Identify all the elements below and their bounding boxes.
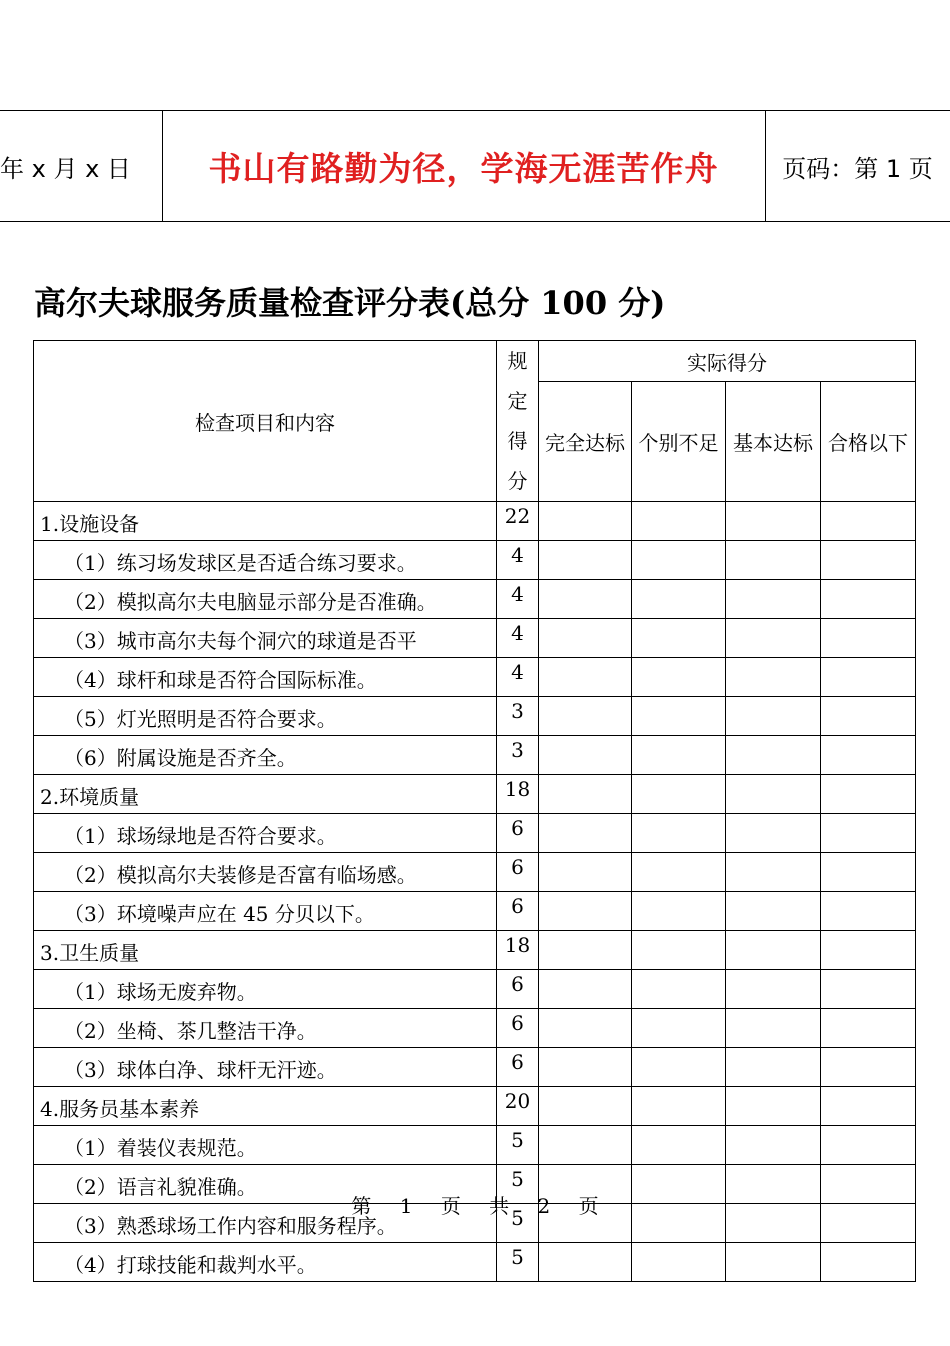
table-row	[34, 541, 916, 580]
score-cell-below-standard[interactable]	[821, 814, 916, 853]
header-standard-char: 规	[507, 349, 528, 373]
score-cell-minor-deficiency[interactable]	[632, 736, 726, 775]
score-cell-basically-compliant[interactable]	[726, 892, 821, 931]
score-cell-minor-deficiency[interactable]	[632, 970, 726, 1009]
table-row	[34, 658, 916, 697]
score-cell-below-standard[interactable]	[821, 619, 916, 658]
score-cell-fully-compliant[interactable]	[539, 736, 632, 775]
score-cell-below-standard[interactable]	[821, 1009, 916, 1048]
table-row	[34, 970, 916, 1009]
table-row	[34, 1009, 916, 1048]
footer-word: 页	[578, 1194, 599, 1218]
item-text: （2）坐椅、茶几整洁干净。	[34, 1009, 497, 1048]
header-actual-score: 实际得分	[539, 341, 916, 382]
header-standard-char: 分	[507, 469, 528, 493]
table-row	[34, 814, 916, 853]
header-inspection-items: 检查项目和内容	[34, 341, 497, 502]
header-basically-compliant: 基本达标	[726, 382, 821, 502]
item-text: （2）模拟高尔夫电脑显示部分是否准确。	[34, 580, 497, 619]
score-cell-basically-compliant[interactable]	[726, 619, 821, 658]
footer-word: 第	[351, 1194, 372, 1218]
item-text: （1）着装仪表规范。	[34, 1126, 497, 1165]
score-cell-fully-compliant[interactable]	[539, 541, 632, 580]
score-cell-basically-compliant[interactable]	[726, 1243, 821, 1282]
score-cell-below-standard[interactable]	[821, 892, 916, 931]
category-row	[34, 931, 916, 970]
item-text: （3）熟悉球场工作内容和服务程序。	[34, 1204, 497, 1243]
score-cell-minor-deficiency[interactable]	[632, 580, 726, 619]
score-cell-minor-deficiency[interactable]	[632, 619, 726, 658]
score-cell-fully-compliant[interactable]	[539, 1243, 632, 1282]
score-cell-basically-compliant[interactable]	[726, 775, 821, 814]
item-text: （1）球场无废弃物。	[34, 970, 497, 1009]
scoring-table	[33, 340, 916, 1282]
standard-points: 3	[497, 697, 539, 736]
score-cell-basically-compliant[interactable]	[726, 1048, 821, 1087]
score-cell-minor-deficiency[interactable]	[632, 775, 726, 814]
score-cell-minor-deficiency[interactable]	[632, 1048, 726, 1087]
score-cell-basically-compliant[interactable]	[726, 541, 821, 580]
document-title: 高尔夫球服务质量检查评分表(总分 100 分)	[34, 284, 666, 322]
table-row	[34, 580, 916, 619]
standard-points: 6	[497, 1048, 539, 1087]
score-cell-basically-compliant[interactable]	[726, 853, 821, 892]
header-date: 年 x 月 x 日	[0, 154, 131, 183]
score-cell-minor-deficiency[interactable]	[632, 658, 726, 697]
score-cell-fully-compliant[interactable]	[539, 970, 632, 1009]
header-page-cell	[765, 111, 950, 221]
item-text: （1）球场绿地是否符合要求。	[34, 814, 497, 853]
score-cell-below-standard[interactable]	[821, 1048, 916, 1087]
category-row	[34, 502, 916, 541]
header-page-number: 页码：第 1 页	[782, 154, 933, 183]
page-header	[0, 110, 950, 222]
score-cell-fully-compliant[interactable]	[539, 892, 632, 931]
standard-points: 18	[497, 931, 539, 970]
score-cell-below-standard[interactable]	[821, 736, 916, 775]
score-cell-below-standard[interactable]	[821, 931, 916, 970]
score-cell-basically-compliant[interactable]	[726, 1009, 821, 1048]
score-cell-below-standard[interactable]	[821, 580, 916, 619]
score-cell-below-standard[interactable]	[821, 1087, 916, 1126]
score-cell-minor-deficiency[interactable]	[632, 1126, 726, 1165]
category-row	[34, 1087, 916, 1126]
score-cell-below-standard[interactable]	[821, 541, 916, 580]
score-cell-basically-compliant[interactable]	[726, 580, 821, 619]
score-cell-basically-compliant[interactable]	[726, 736, 821, 775]
item-text: 4.服务员基本素养	[34, 1087, 497, 1126]
score-cell-basically-compliant[interactable]	[726, 697, 821, 736]
score-cell-below-standard[interactable]	[821, 697, 916, 736]
standard-points: 6	[497, 853, 539, 892]
footer-total-pages: 2	[537, 1194, 551, 1218]
score-cell-minor-deficiency[interactable]	[632, 853, 726, 892]
standard-points: 6	[497, 970, 539, 1009]
item-text: （4）打球技能和裁判水平。	[34, 1243, 497, 1282]
score-cell-below-standard[interactable]	[821, 1243, 916, 1282]
header-minor-deficiency: 个别不足	[632, 382, 726, 502]
table-row	[34, 892, 916, 931]
score-cell-basically-compliant[interactable]	[726, 502, 821, 541]
standard-points: 3	[497, 736, 539, 775]
score-cell-fully-compliant[interactable]	[539, 697, 632, 736]
score-cell-minor-deficiency[interactable]	[632, 892, 726, 931]
item-text: （3）城市高尔夫每个洞穴的球道是否平	[34, 619, 497, 658]
score-cell-fully-compliant[interactable]	[539, 931, 632, 970]
score-cell-fully-compliant[interactable]	[539, 502, 632, 541]
standard-points: 4	[497, 658, 539, 697]
score-cell-basically-compliant[interactable]	[726, 1087, 821, 1126]
standard-points: 5	[497, 1243, 539, 1282]
score-cell-fully-compliant[interactable]	[539, 814, 632, 853]
table-row	[34, 619, 916, 658]
standard-points: 18	[497, 775, 539, 814]
header-standard-char: 得	[507, 429, 528, 453]
table-row	[34, 736, 916, 775]
score-cell-fully-compliant[interactable]	[539, 580, 632, 619]
score-cell-minor-deficiency[interactable]	[632, 1087, 726, 1126]
score-cell-minor-deficiency[interactable]	[632, 931, 726, 970]
score-cell-below-standard[interactable]	[821, 502, 916, 541]
page-footer	[0, 1190, 950, 1219]
score-cell-minor-deficiency[interactable]	[632, 814, 726, 853]
standard-points: 4	[497, 580, 539, 619]
score-cell-basically-compliant[interactable]	[726, 931, 821, 970]
footer-word: 页	[440, 1194, 461, 1218]
item-text: （2）语言礼貌准确。	[34, 1165, 497, 1204]
item-text: （2）模拟高尔夫装修是否富有临场感。	[34, 853, 497, 892]
score-cell-below-standard[interactable]	[821, 775, 916, 814]
score-cell-basically-compliant[interactable]	[726, 814, 821, 853]
standard-points: 4	[497, 541, 539, 580]
score-cell-fully-compliant[interactable]	[539, 1009, 632, 1048]
score-cell-minor-deficiency[interactable]	[632, 541, 726, 580]
score-cell-minor-deficiency[interactable]	[632, 697, 726, 736]
header-date-cell	[0, 111, 163, 221]
item-text: （3）球体白净、球杆无汗迹。	[34, 1048, 497, 1087]
score-cell-minor-deficiency[interactable]	[632, 502, 726, 541]
score-cell-basically-compliant[interactable]	[726, 970, 821, 1009]
item-text: 1.设施设备	[34, 502, 497, 541]
score-cell-below-standard[interactable]	[821, 1126, 916, 1165]
standard-points: 6	[497, 1009, 539, 1048]
item-text: （3）环境噪声应在 45 分贝以下。	[34, 892, 497, 931]
table-body	[34, 502, 916, 1282]
item-text: （1）练习场发球区是否适合练习要求。	[34, 541, 497, 580]
score-cell-fully-compliant[interactable]	[539, 658, 632, 697]
header-fully-compliant: 完全达标	[539, 382, 632, 502]
score-cell-basically-compliant[interactable]	[726, 1126, 821, 1165]
standard-points: 20	[497, 1087, 539, 1126]
item-text: 2.环境质量	[34, 775, 497, 814]
score-cell-below-standard[interactable]	[821, 970, 916, 1009]
score-cell-fully-compliant[interactable]	[539, 775, 632, 814]
standard-points: 5	[497, 1126, 539, 1165]
header-standard-score	[497, 341, 539, 502]
standard-points: 6	[497, 892, 539, 931]
score-cell-below-standard[interactable]	[821, 658, 916, 697]
standard-points: 6	[497, 814, 539, 853]
standard-points: 5	[497, 1165, 539, 1204]
item-text: 3.卫生质量	[34, 931, 497, 970]
score-cell-fully-compliant[interactable]	[539, 619, 632, 658]
score-cell-fully-compliant[interactable]	[539, 1126, 632, 1165]
header-standard-char: 定	[507, 389, 528, 413]
score-cell-minor-deficiency[interactable]	[632, 1009, 726, 1048]
table-row	[34, 1048, 916, 1087]
header-below-standard: 合格以下	[821, 382, 916, 502]
standard-points: 22	[497, 502, 539, 541]
table-row	[34, 1243, 916, 1282]
score-cell-fully-compliant[interactable]	[539, 1087, 632, 1126]
header-motto-cell	[162, 111, 766, 221]
score-cell-fully-compliant[interactable]	[539, 1048, 632, 1087]
item-text: （4）球杆和球是否符合国际标准。	[34, 658, 497, 697]
table-row	[34, 697, 916, 736]
standard-points: 5	[497, 1204, 539, 1243]
item-text: （5）灯光照明是否符合要求。	[34, 697, 497, 736]
score-cell-fully-compliant[interactable]	[539, 853, 632, 892]
header-motto: 书山有路勤为径，学海无涯苦作舟	[208, 148, 719, 188]
score-cell-basically-compliant[interactable]	[726, 658, 821, 697]
footer-current-page: 1	[399, 1194, 413, 1218]
table-row	[34, 1126, 916, 1165]
standard-points: 4	[497, 619, 539, 658]
item-text: （6）附属设施是否齐全。	[34, 736, 497, 775]
footer-word: 共	[489, 1194, 510, 1218]
table-row	[34, 853, 916, 892]
score-cell-minor-deficiency[interactable]	[632, 1243, 726, 1282]
score-cell-below-standard[interactable]	[821, 853, 916, 892]
category-row	[34, 775, 916, 814]
